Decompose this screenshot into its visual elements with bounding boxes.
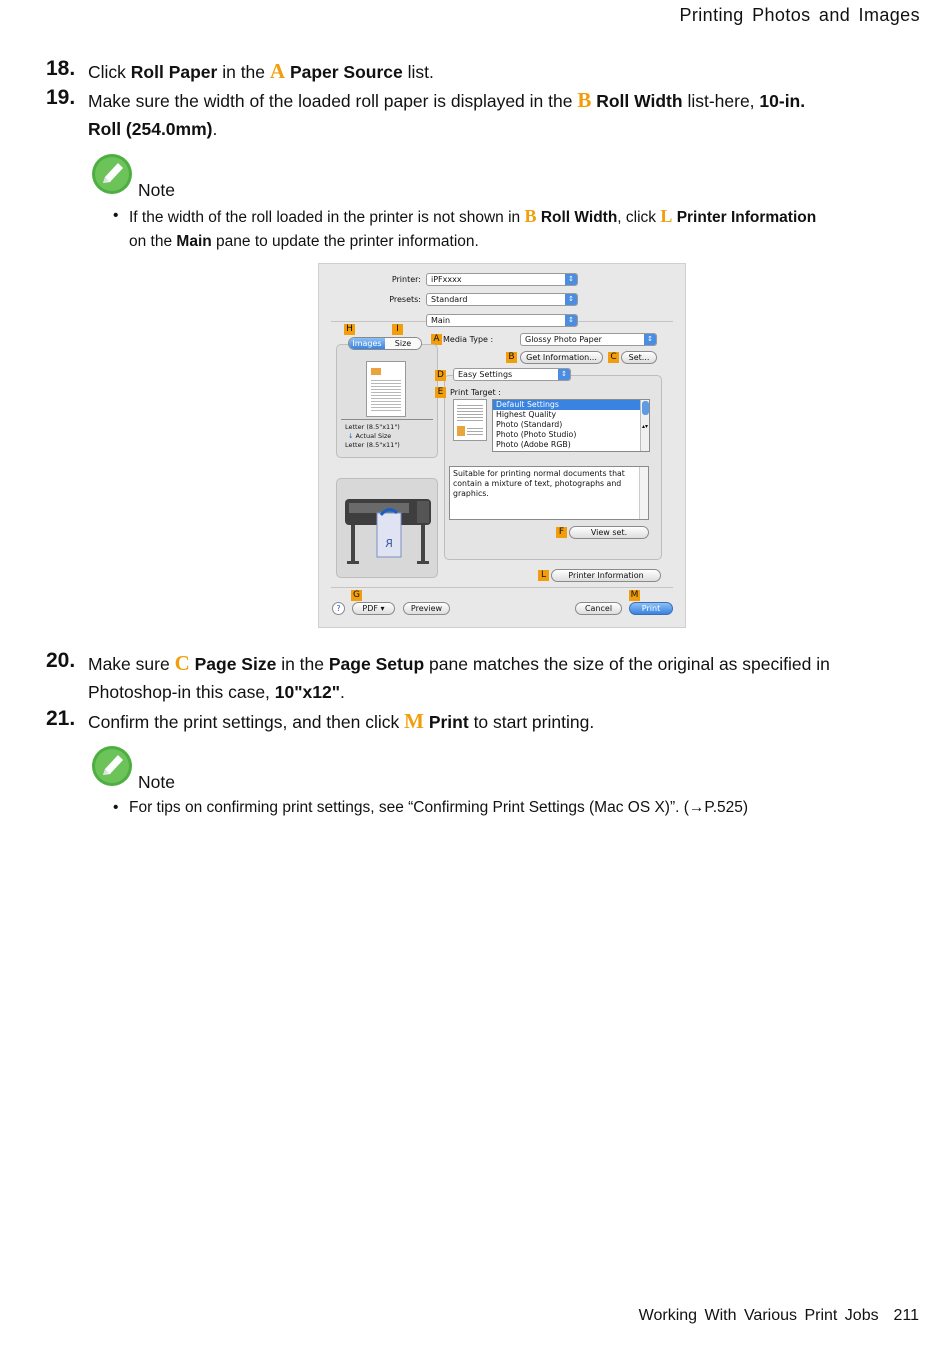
step-number: 21. (46, 707, 76, 730)
running-footer (639, 1307, 919, 1325)
print-target-label: Print Target : (450, 388, 501, 397)
step-number: 18. (46, 57, 76, 80)
callout-g: G (351, 590, 362, 601)
step-text: Make sure C Page Size in the Page Setup pane matches the size of the original as specified in Photoshop-in this case, 10"x12". (88, 651, 830, 702)
scroll-arrows-icon: ▴▾ (641, 423, 649, 430)
page-number: 211 (893, 1307, 919, 1324)
media-sheet-letter: R (385, 537, 393, 550)
cancel-button[interactable]: Cancel (575, 602, 622, 615)
description-box: Suitable for printing normal documents that contain a mixture of text, photographs and graphics. (449, 466, 649, 520)
actual-size-label: ↓ Actual Size (348, 432, 392, 440)
callout-b: B (506, 352, 517, 363)
popup-arrow-icon: ↕ (565, 294, 577, 305)
callout-h: H (344, 324, 355, 335)
output-size-label: Letter (8.5"x11") (345, 441, 400, 449)
help-button[interactable]: ? (332, 602, 345, 615)
callout-l: L (538, 570, 549, 581)
printer-information-button[interactable]: Printer Information (551, 569, 661, 582)
step-text: Click Roll Paper in the A Paper Source list. (88, 59, 434, 83)
preview-tabs[interactable] (348, 337, 422, 350)
view-set-button[interactable]: View set. (569, 526, 649, 539)
running-header: Printing Photos and Images (679, 5, 920, 25)
tab-size[interactable]: Size (385, 338, 421, 349)
print-target-list[interactable] (492, 399, 650, 452)
popup-arrow-icon: ↕ (644, 334, 656, 345)
callout-i: I (392, 324, 403, 335)
description-scrollbar[interactable] (639, 467, 648, 519)
printer-popup[interactable]: iPFxxxx ↕ (426, 273, 578, 286)
pane-popup[interactable]: Main ↕ (426, 314, 578, 327)
print-button[interactable]: Print (629, 602, 673, 615)
step-text: Make sure the width of the loaded roll paper is displayed in the B Roll Width list-here, 10-in. Roll (254.0mm). (88, 88, 806, 139)
printer-illustration (336, 478, 438, 578)
note-icon (91, 745, 133, 787)
media-type-label: Media Type : (443, 335, 494, 344)
step-text: Confirm the print settings, and then click M Print to start printing. (88, 709, 595, 733)
note-icon (91, 153, 133, 195)
easy-settings-popup[interactable]: Easy Settings ↕ (453, 368, 571, 381)
printer-icon (337, 479, 437, 577)
presets-popup[interactable]: Standard ↕ (426, 293, 578, 306)
callout-m: M (630, 590, 639, 600)
step-number: 19. (46, 86, 76, 109)
down-arrow-icon: ↓ (348, 432, 354, 440)
print-dialog-screenshot (318, 263, 686, 628)
callout-e: E (435, 387, 446, 398)
pdf-button[interactable]: PDF ▾ (352, 602, 395, 615)
callout-d: D (435, 370, 446, 381)
note-label: Note (138, 772, 175, 792)
step-number: 20. (46, 649, 76, 672)
page-preview (366, 361, 406, 417)
paper-size-label: Letter (8.5"x11") (345, 423, 400, 431)
get-information-button[interactable]: Get Information... (520, 351, 603, 364)
list-scrollbar[interactable] (640, 400, 649, 451)
list-item[interactable]: Photo (Adobe RGB) (496, 440, 571, 449)
callout-c: C (608, 352, 619, 363)
media-type-popup[interactable]: Glossy Photo Paper ↕ (520, 333, 657, 346)
list-item[interactable]: Photo (Photo Studio) (496, 430, 577, 439)
printer-label: Printer: (391, 275, 421, 284)
presets-label: Presets: (389, 295, 421, 304)
popup-arrow-icon: ↕ (565, 315, 577, 326)
preview-button[interactable]: Preview (403, 602, 450, 615)
list-item[interactable]: Highest Quality (496, 410, 557, 419)
footer-chapter: Working With Various Print Jobs (638, 1307, 879, 1324)
divider (341, 419, 433, 420)
note-label: Note (138, 180, 175, 200)
list-item[interactable]: Photo (Standard) (496, 420, 563, 429)
popup-arrow-icon: ↕ (558, 369, 570, 380)
popup-arrow-icon: ↕ (565, 274, 577, 285)
tab-images[interactable]: Images (349, 338, 385, 349)
note-text: For tips on confirming print settings, see “Confirming Print Settings (Mac OS X)”. (→P.525) (129, 799, 749, 816)
callout-a: A (431, 334, 442, 345)
callout-f: F (556, 527, 567, 538)
set-button[interactable]: Set... (621, 351, 657, 364)
divider (331, 587, 673, 588)
list-item[interactable]: Default Settings (493, 400, 649, 410)
target-thumbnail (453, 399, 487, 441)
